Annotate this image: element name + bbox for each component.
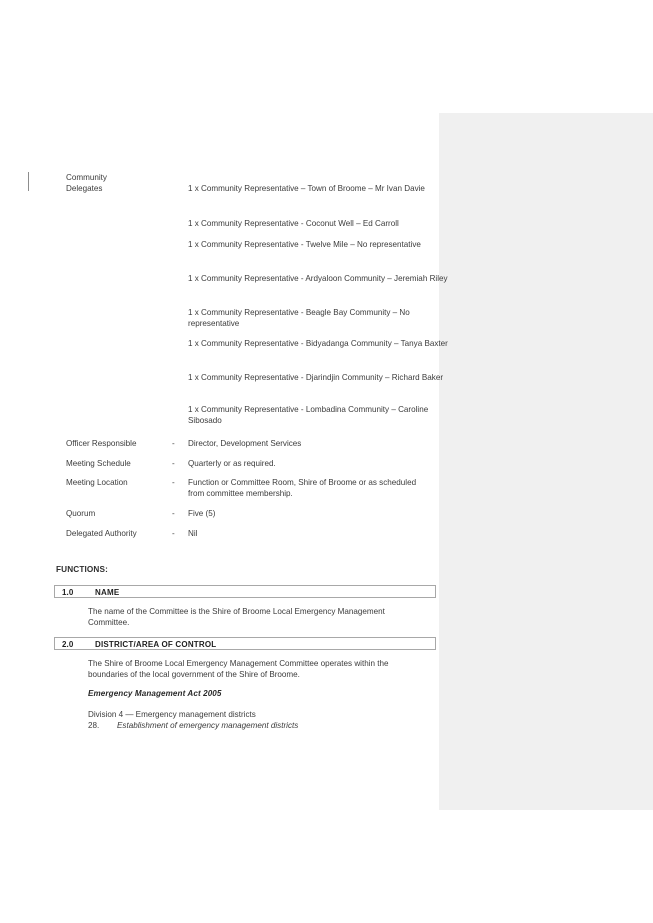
row-value-delegated-authority: Nil: [188, 529, 198, 538]
community-representative-item: 1 x Community Representative - Twelve Mile – No representative: [188, 240, 421, 249]
community-representative-item: 1 x Community Representative – Town of Broome – Mr Ivan Davie: [188, 184, 425, 193]
community-representative-item: 1 x Community Representative - Coconut Well – Ed Carroll: [188, 219, 399, 228]
community-representative-item: 1 x Community Representative - Lombadina Community – Caroline Sibosado: [188, 405, 429, 426]
section-bar-district-area-of-control: [54, 637, 436, 650]
row-dash: -: [172, 478, 175, 487]
section-bar-name: [54, 585, 436, 598]
section-body-name: The name of the Committee is the Shire of Broome Local Emergency Management Committee.: [88, 607, 385, 628]
row-value-officer-responsible: Director, Development Services: [188, 439, 302, 448]
section-title: DISTRICT/AREA OF CONTROL: [95, 640, 217, 649]
functions-heading: FUNCTIONS:: [56, 565, 108, 574]
clause-text: Establishment of emergency management districts: [117, 721, 299, 730]
row-dash: -: [172, 459, 175, 468]
community-representative-item: 1 x Community Representative - Bidyadanga Community – Tanya Baxter: [188, 339, 448, 348]
row-dash: -: [172, 439, 175, 448]
row-dash: -: [172, 529, 175, 538]
row-label-delegated-authority: Delegated Authority: [66, 529, 137, 538]
act-title: Emergency Management Act 2005: [88, 689, 222, 698]
row-value-meeting-location: Function or Committee Room, Shire of Broome or as scheduled from committee membership.: [188, 478, 419, 499]
community-representative-item: 1 x Community Representative - Ardyaloon Community – Jeremiah Riley: [188, 274, 448, 283]
row-label-officer-responsible: Officer Responsible: [66, 439, 137, 448]
section-body-district-area-of-control: The Shire of Broome Local Emergency Management Committee operates within the boundaries of the local government of the Shire of Broome.: [88, 659, 389, 680]
row-label-meeting-schedule: Meeting Schedule: [66, 459, 131, 468]
row-value-meeting-schedule: Quarterly or as required.: [188, 459, 276, 468]
delegates-label-line2: Delegates: [66, 184, 103, 193]
row-label-meeting-location: Meeting Location: [66, 478, 128, 487]
community-representative-item: 1 x Community Representative - Beagle Bay Community – No representative: [188, 308, 410, 329]
revision-change-bar: [28, 172, 29, 191]
division-line: Division 4 — Emergency management districts: [88, 710, 256, 719]
section-title: NAME: [95, 588, 120, 597]
community-representative-item: 1 x Community Representative - Djarindjin Community – Richard Baker: [188, 373, 444, 382]
row-label-quorum: Quorum: [66, 509, 96, 518]
clause-number: 28.: [88, 721, 100, 730]
section-number: 2.0: [62, 640, 74, 649]
delegates-label-line1: Community: [66, 173, 107, 182]
row-dash: -: [172, 509, 175, 518]
row-value-quorum: Five (5): [188, 509, 216, 518]
section-number: 1.0: [62, 588, 74, 597]
